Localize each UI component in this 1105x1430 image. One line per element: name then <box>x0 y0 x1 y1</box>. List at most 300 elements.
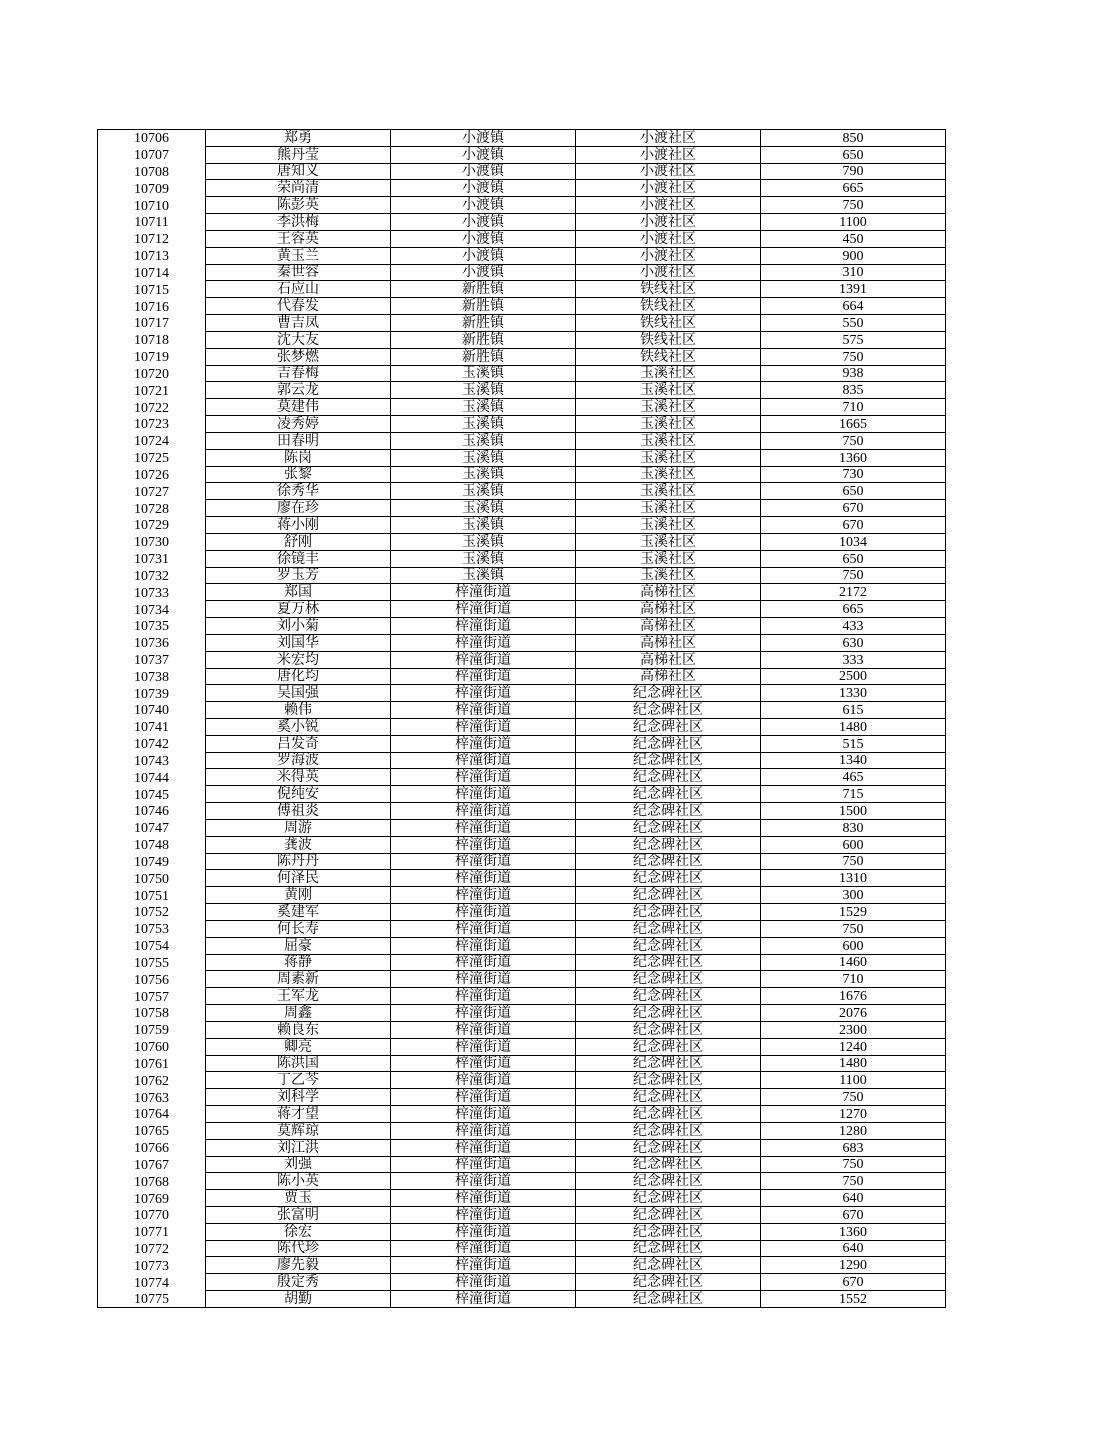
cell-id: 10719 <box>98 348 206 365</box>
cell-town: 梓潼街道 <box>391 1207 576 1224</box>
cell-community: 小渡社区 <box>576 197 761 214</box>
cell-name: 舒刚 <box>206 533 391 550</box>
cell-id: 10765 <box>98 1122 206 1139</box>
cell-town: 梓潼街道 <box>391 735 576 752</box>
cell-id: 10717 <box>98 315 206 332</box>
cell-amount: 1360 <box>761 449 946 466</box>
cell-community: 纪念碑社区 <box>576 988 761 1005</box>
cell-id: 10710 <box>98 197 206 214</box>
cell-town: 梓潼街道 <box>391 1274 576 1291</box>
cell-town: 梓潼街道 <box>391 634 576 651</box>
cell-id: 10711 <box>98 214 206 231</box>
cell-id: 10739 <box>98 685 206 702</box>
cell-amount: 715 <box>761 786 946 803</box>
cell-id: 10743 <box>98 752 206 769</box>
table-row <box>98 399 946 416</box>
cell-town: 梓潼街道 <box>391 1021 576 1038</box>
cell-community: 纪念碑社区 <box>576 702 761 719</box>
table-row <box>98 803 946 820</box>
cell-name: 陈丹丹 <box>206 853 391 870</box>
cell-amount: 650 <box>761 483 946 500</box>
cell-town: 梓潼街道 <box>391 819 576 836</box>
cell-amount: 1280 <box>761 1122 946 1139</box>
cell-amount: 1391 <box>761 281 946 298</box>
cell-name: 夏万林 <box>206 601 391 618</box>
cell-community: 纪念碑社区 <box>576 1005 761 1022</box>
cell-name: 丁乙芩 <box>206 1072 391 1089</box>
cell-town: 梓潼街道 <box>391 1173 576 1190</box>
cell-community: 玉溪社区 <box>576 500 761 517</box>
table-row <box>98 634 946 651</box>
cell-amount: 1290 <box>761 1257 946 1274</box>
cell-town: 梓潼街道 <box>391 769 576 786</box>
cell-id: 10721 <box>98 382 206 399</box>
cell-amount: 1100 <box>761 214 946 231</box>
cell-name: 王容英 <box>206 230 391 247</box>
cell-name: 刘国华 <box>206 634 391 651</box>
cell-town: 玉溪镇 <box>391 416 576 433</box>
cell-id: 10752 <box>98 904 206 921</box>
cell-id: 10706 <box>98 130 206 147</box>
cell-town: 梓潼街道 <box>391 988 576 1005</box>
cell-name: 黄刚 <box>206 887 391 904</box>
cell-name: 赖良东 <box>206 1021 391 1038</box>
cell-community: 小渡社区 <box>576 146 761 163</box>
table-row <box>98 483 946 500</box>
table-row <box>98 382 946 399</box>
cell-town: 玉溪镇 <box>391 500 576 517</box>
cell-name: 陈彭英 <box>206 197 391 214</box>
table-row <box>98 1055 946 1072</box>
table-row <box>98 449 946 466</box>
cell-id: 10774 <box>98 1274 206 1291</box>
table-row <box>98 819 946 836</box>
cell-community: 小渡社区 <box>576 163 761 180</box>
cell-amount: 515 <box>761 735 946 752</box>
cell-name: 蒋才望 <box>206 1106 391 1123</box>
cell-name: 沈大友 <box>206 331 391 348</box>
cell-name: 唐知义 <box>206 163 391 180</box>
table-row <box>98 1122 946 1139</box>
table-row <box>98 517 946 534</box>
cell-amount: 1480 <box>761 718 946 735</box>
cell-community: 纪念碑社区 <box>576 685 761 702</box>
cell-town: 梓潼街道 <box>391 920 576 937</box>
cell-amount: 333 <box>761 651 946 668</box>
cell-amount: 640 <box>761 1240 946 1257</box>
table-row <box>98 1257 946 1274</box>
table-row <box>98 281 946 298</box>
cell-name: 奚小锐 <box>206 718 391 735</box>
cell-name: 郑国 <box>206 584 391 601</box>
cell-name: 吕发奇 <box>206 735 391 752</box>
cell-amount: 1340 <box>761 752 946 769</box>
cell-community: 高梯社区 <box>576 584 761 601</box>
cell-id: 10767 <box>98 1156 206 1173</box>
cell-id: 10748 <box>98 836 206 853</box>
cell-name: 蒋静 <box>206 954 391 971</box>
cell-amount: 1665 <box>761 416 946 433</box>
cell-amount: 665 <box>761 180 946 197</box>
cell-id: 10737 <box>98 651 206 668</box>
table-row <box>98 988 946 1005</box>
cell-town: 玉溪镇 <box>391 533 576 550</box>
cell-town: 梓潼街道 <box>391 1156 576 1173</box>
cell-id: 10747 <box>98 819 206 836</box>
table-row <box>98 432 946 449</box>
cell-id: 10728 <box>98 500 206 517</box>
cell-town: 梓潼街道 <box>391 1089 576 1106</box>
cell-town: 小渡镇 <box>391 130 576 147</box>
cell-town: 玉溪镇 <box>391 517 576 534</box>
cell-id: 10760 <box>98 1038 206 1055</box>
cell-name: 周素新 <box>206 971 391 988</box>
cell-name: 廖先毅 <box>206 1257 391 1274</box>
table-row <box>98 1021 946 1038</box>
table-row <box>98 904 946 921</box>
cell-amount: 790 <box>761 163 946 180</box>
cell-id: 10742 <box>98 735 206 752</box>
table-row <box>98 887 946 904</box>
cell-amount: 1100 <box>761 1072 946 1089</box>
table-row <box>98 163 946 180</box>
cell-community: 纪念碑社区 <box>576 1021 761 1038</box>
cell-town: 梓潼街道 <box>391 718 576 735</box>
cell-town: 玉溪镇 <box>391 483 576 500</box>
table-row <box>98 1072 946 1089</box>
cell-name: 荣尚清 <box>206 180 391 197</box>
cell-id: 10749 <box>98 853 206 870</box>
table-row <box>98 1156 946 1173</box>
cell-community: 小渡社区 <box>576 264 761 281</box>
table-row <box>98 348 946 365</box>
cell-town: 梓潼街道 <box>391 1190 576 1207</box>
cell-community: 纪念碑社区 <box>576 752 761 769</box>
cell-id: 10727 <box>98 483 206 500</box>
cell-town: 新胜镇 <box>391 348 576 365</box>
cell-id: 10758 <box>98 1005 206 1022</box>
cell-community: 纪念碑社区 <box>576 1055 761 1072</box>
cell-community: 纪念碑社区 <box>576 904 761 921</box>
cell-name: 张梦燃 <box>206 348 391 365</box>
cell-name: 徐秀华 <box>206 483 391 500</box>
cell-name: 黄玉兰 <box>206 247 391 264</box>
cell-id: 10762 <box>98 1072 206 1089</box>
table-row <box>98 668 946 685</box>
cell-id: 10761 <box>98 1055 206 1072</box>
cell-town: 梓潼街道 <box>391 702 576 719</box>
cell-town: 小渡镇 <box>391 247 576 264</box>
cell-community: 玉溪社区 <box>576 517 761 534</box>
cell-town: 小渡镇 <box>391 146 576 163</box>
cell-community: 铁线社区 <box>576 348 761 365</box>
cell-town: 小渡镇 <box>391 197 576 214</box>
cell-id: 10756 <box>98 971 206 988</box>
cell-amount: 710 <box>761 399 946 416</box>
cell-id: 10753 <box>98 920 206 937</box>
cell-town: 梓潼街道 <box>391 752 576 769</box>
cell-id: 10745 <box>98 786 206 803</box>
cell-amount: 750 <box>761 1156 946 1173</box>
cell-id: 10770 <box>98 1207 206 1224</box>
cell-amount: 750 <box>761 432 946 449</box>
cell-amount: 650 <box>761 146 946 163</box>
cell-community: 高梯社区 <box>576 618 761 635</box>
cell-community: 玉溪社区 <box>576 533 761 550</box>
table-row <box>98 601 946 618</box>
cell-name: 吴国强 <box>206 685 391 702</box>
cell-town: 梓潼街道 <box>391 685 576 702</box>
cell-community: 高梯社区 <box>576 668 761 685</box>
table-row <box>98 214 946 231</box>
cell-id: 10750 <box>98 870 206 887</box>
table-row <box>98 735 946 752</box>
table-row <box>98 937 946 954</box>
subsidy-table <box>97 129 946 1308</box>
cell-town: 新胜镇 <box>391 281 576 298</box>
cell-id: 10732 <box>98 567 206 584</box>
cell-name: 陈洪国 <box>206 1055 391 1072</box>
table-row <box>98 584 946 601</box>
table-row <box>98 146 946 163</box>
cell-name: 刘强 <box>206 1156 391 1173</box>
cell-name: 刘江洪 <box>206 1139 391 1156</box>
cell-community: 玉溪社区 <box>576 365 761 382</box>
table-row <box>98 1190 946 1207</box>
cell-amount: 938 <box>761 365 946 382</box>
cell-town: 梓潼街道 <box>391 937 576 954</box>
cell-amount: 850 <box>761 130 946 147</box>
cell-town: 梓潼街道 <box>391 786 576 803</box>
table-row <box>98 247 946 264</box>
cell-name: 凌秀婷 <box>206 416 391 433</box>
cell-community: 高梯社区 <box>576 601 761 618</box>
cell-community: 玉溪社区 <box>576 382 761 399</box>
cell-id: 10722 <box>98 399 206 416</box>
cell-id: 10708 <box>98 163 206 180</box>
cell-id: 10768 <box>98 1173 206 1190</box>
cell-id: 10724 <box>98 432 206 449</box>
table-row <box>98 180 946 197</box>
table-row <box>98 920 946 937</box>
table-row <box>98 315 946 332</box>
table-row <box>98 466 946 483</box>
cell-id: 10754 <box>98 937 206 954</box>
cell-name: 米宏均 <box>206 651 391 668</box>
cell-community: 玉溪社区 <box>576 567 761 584</box>
cell-amount: 1676 <box>761 988 946 1005</box>
cell-name: 莫建伟 <box>206 399 391 416</box>
cell-town: 梓潼街道 <box>391 668 576 685</box>
cell-amount: 670 <box>761 517 946 534</box>
cell-town: 梓潼街道 <box>391 836 576 853</box>
cell-amount: 1460 <box>761 954 946 971</box>
cell-community: 玉溪社区 <box>576 432 761 449</box>
cell-name: 周鑫 <box>206 1005 391 1022</box>
cell-amount: 1480 <box>761 1055 946 1072</box>
table-row <box>98 130 946 147</box>
cell-name: 何泽民 <box>206 870 391 887</box>
cell-community: 纪念碑社区 <box>576 1072 761 1089</box>
table-row <box>98 1139 946 1156</box>
cell-amount: 1552 <box>761 1291 946 1308</box>
cell-id: 10730 <box>98 533 206 550</box>
cell-amount: 600 <box>761 937 946 954</box>
table-row <box>98 1038 946 1055</box>
cell-name: 屈豪 <box>206 937 391 954</box>
cell-amount: 640 <box>761 1190 946 1207</box>
cell-community: 纪念碑社区 <box>576 1139 761 1156</box>
cell-amount: 683 <box>761 1139 946 1156</box>
table-row <box>98 618 946 635</box>
cell-community: 高梯社区 <box>576 634 761 651</box>
cell-name: 陈小英 <box>206 1173 391 1190</box>
cell-amount: 664 <box>761 298 946 315</box>
cell-town: 梓潼街道 <box>391 601 576 618</box>
table-row <box>98 954 946 971</box>
cell-community: 玉溪社区 <box>576 416 761 433</box>
table-row <box>98 1089 946 1106</box>
cell-community: 玉溪社区 <box>576 449 761 466</box>
table-body <box>98 130 946 1308</box>
cell-town: 小渡镇 <box>391 264 576 281</box>
cell-name: 赖伟 <box>206 702 391 719</box>
table-row <box>98 971 946 988</box>
cell-community: 玉溪社区 <box>576 466 761 483</box>
cell-community: 铁线社区 <box>576 315 761 332</box>
cell-id: 10725 <box>98 449 206 466</box>
cell-amount: 830 <box>761 819 946 836</box>
cell-name: 张黎 <box>206 466 391 483</box>
cell-community: 小渡社区 <box>576 180 761 197</box>
cell-amount: 2172 <box>761 584 946 601</box>
table-row <box>98 1173 946 1190</box>
cell-amount: 900 <box>761 247 946 264</box>
cell-id: 10709 <box>98 180 206 197</box>
cell-id: 10741 <box>98 718 206 735</box>
cell-id: 10718 <box>98 331 206 348</box>
cell-amount: 1034 <box>761 533 946 550</box>
cell-id: 10715 <box>98 281 206 298</box>
cell-name: 曹吉凤 <box>206 315 391 332</box>
cell-name: 陈代珍 <box>206 1240 391 1257</box>
cell-community: 纪念碑社区 <box>576 1207 761 1224</box>
cell-town: 梓潼街道 <box>391 1223 576 1240</box>
cell-town: 梓潼街道 <box>391 954 576 971</box>
cell-community: 纪念碑社区 <box>576 1038 761 1055</box>
cell-id: 10714 <box>98 264 206 281</box>
cell-community: 高梯社区 <box>576 651 761 668</box>
table-row <box>98 786 946 803</box>
cell-name: 徐镜丰 <box>206 550 391 567</box>
cell-amount: 710 <box>761 971 946 988</box>
table-row <box>98 769 946 786</box>
cell-name: 石应山 <box>206 281 391 298</box>
cell-community: 小渡社区 <box>576 130 761 147</box>
cell-amount: 730 <box>761 466 946 483</box>
cell-name: 刘科学 <box>206 1089 391 1106</box>
cell-amount: 450 <box>761 230 946 247</box>
cell-id: 10772 <box>98 1240 206 1257</box>
cell-town: 梓潼街道 <box>391 1139 576 1156</box>
cell-town: 梓潼街道 <box>391 1005 576 1022</box>
cell-amount: 550 <box>761 315 946 332</box>
cell-name: 殷定秀 <box>206 1274 391 1291</box>
cell-amount: 615 <box>761 702 946 719</box>
cell-name: 张富明 <box>206 1207 391 1224</box>
cell-town: 新胜镇 <box>391 315 576 332</box>
cell-community: 纪念碑社区 <box>576 1122 761 1139</box>
cell-amount: 433 <box>761 618 946 635</box>
cell-name: 周游 <box>206 819 391 836</box>
cell-name: 陈岗 <box>206 449 391 466</box>
cell-id: 10766 <box>98 1139 206 1156</box>
cell-amount: 2500 <box>761 668 946 685</box>
cell-town: 玉溪镇 <box>391 449 576 466</box>
cell-community: 纪念碑社区 <box>576 937 761 954</box>
cell-name: 刘小菊 <box>206 618 391 635</box>
cell-name: 廖在珍 <box>206 500 391 517</box>
cell-id: 10731 <box>98 550 206 567</box>
table-row <box>98 550 946 567</box>
cell-community: 纪念碑社区 <box>576 1240 761 1257</box>
cell-id: 10712 <box>98 230 206 247</box>
cell-amount: 750 <box>761 197 946 214</box>
cell-community: 纪念碑社区 <box>576 836 761 853</box>
table-row <box>98 870 946 887</box>
cell-community: 小渡社区 <box>576 230 761 247</box>
table-row <box>98 685 946 702</box>
cell-community: 铁线社区 <box>576 298 761 315</box>
cell-amount: 1310 <box>761 870 946 887</box>
cell-id: 10773 <box>98 1257 206 1274</box>
cell-id: 10769 <box>98 1190 206 1207</box>
cell-id: 10771 <box>98 1223 206 1240</box>
cell-name: 倪纯安 <box>206 786 391 803</box>
cell-id: 10763 <box>98 1089 206 1106</box>
cell-name: 王军龙 <box>206 988 391 1005</box>
cell-community: 纪念碑社区 <box>576 1223 761 1240</box>
cell-id: 10720 <box>98 365 206 382</box>
table-row <box>98 298 946 315</box>
table-row <box>98 567 946 584</box>
table-row <box>98 197 946 214</box>
cell-amount: 750 <box>761 567 946 584</box>
cell-amount: 1240 <box>761 1038 946 1055</box>
cell-name: 郑勇 <box>206 130 391 147</box>
cell-community: 纪念碑社区 <box>576 870 761 887</box>
cell-amount: 750 <box>761 1089 946 1106</box>
cell-id: 10755 <box>98 954 206 971</box>
cell-name: 何长寿 <box>206 920 391 937</box>
cell-town: 梓潼街道 <box>391 651 576 668</box>
cell-name: 田春明 <box>206 432 391 449</box>
cell-id: 10713 <box>98 247 206 264</box>
cell-amount: 670 <box>761 500 946 517</box>
cell-name: 代春发 <box>206 298 391 315</box>
cell-town: 梓潼街道 <box>391 803 576 820</box>
table-row <box>98 1274 946 1291</box>
cell-community: 纪念碑社区 <box>576 887 761 904</box>
cell-community: 玉溪社区 <box>576 550 761 567</box>
cell-community: 小渡社区 <box>576 247 761 264</box>
cell-town: 梓潼街道 <box>391 1122 576 1139</box>
table-row <box>98 416 946 433</box>
cell-town: 梓潼街道 <box>391 618 576 635</box>
cell-town: 梓潼街道 <box>391 887 576 904</box>
cell-community: 纪念碑社区 <box>576 769 761 786</box>
cell-amount: 2076 <box>761 1005 946 1022</box>
